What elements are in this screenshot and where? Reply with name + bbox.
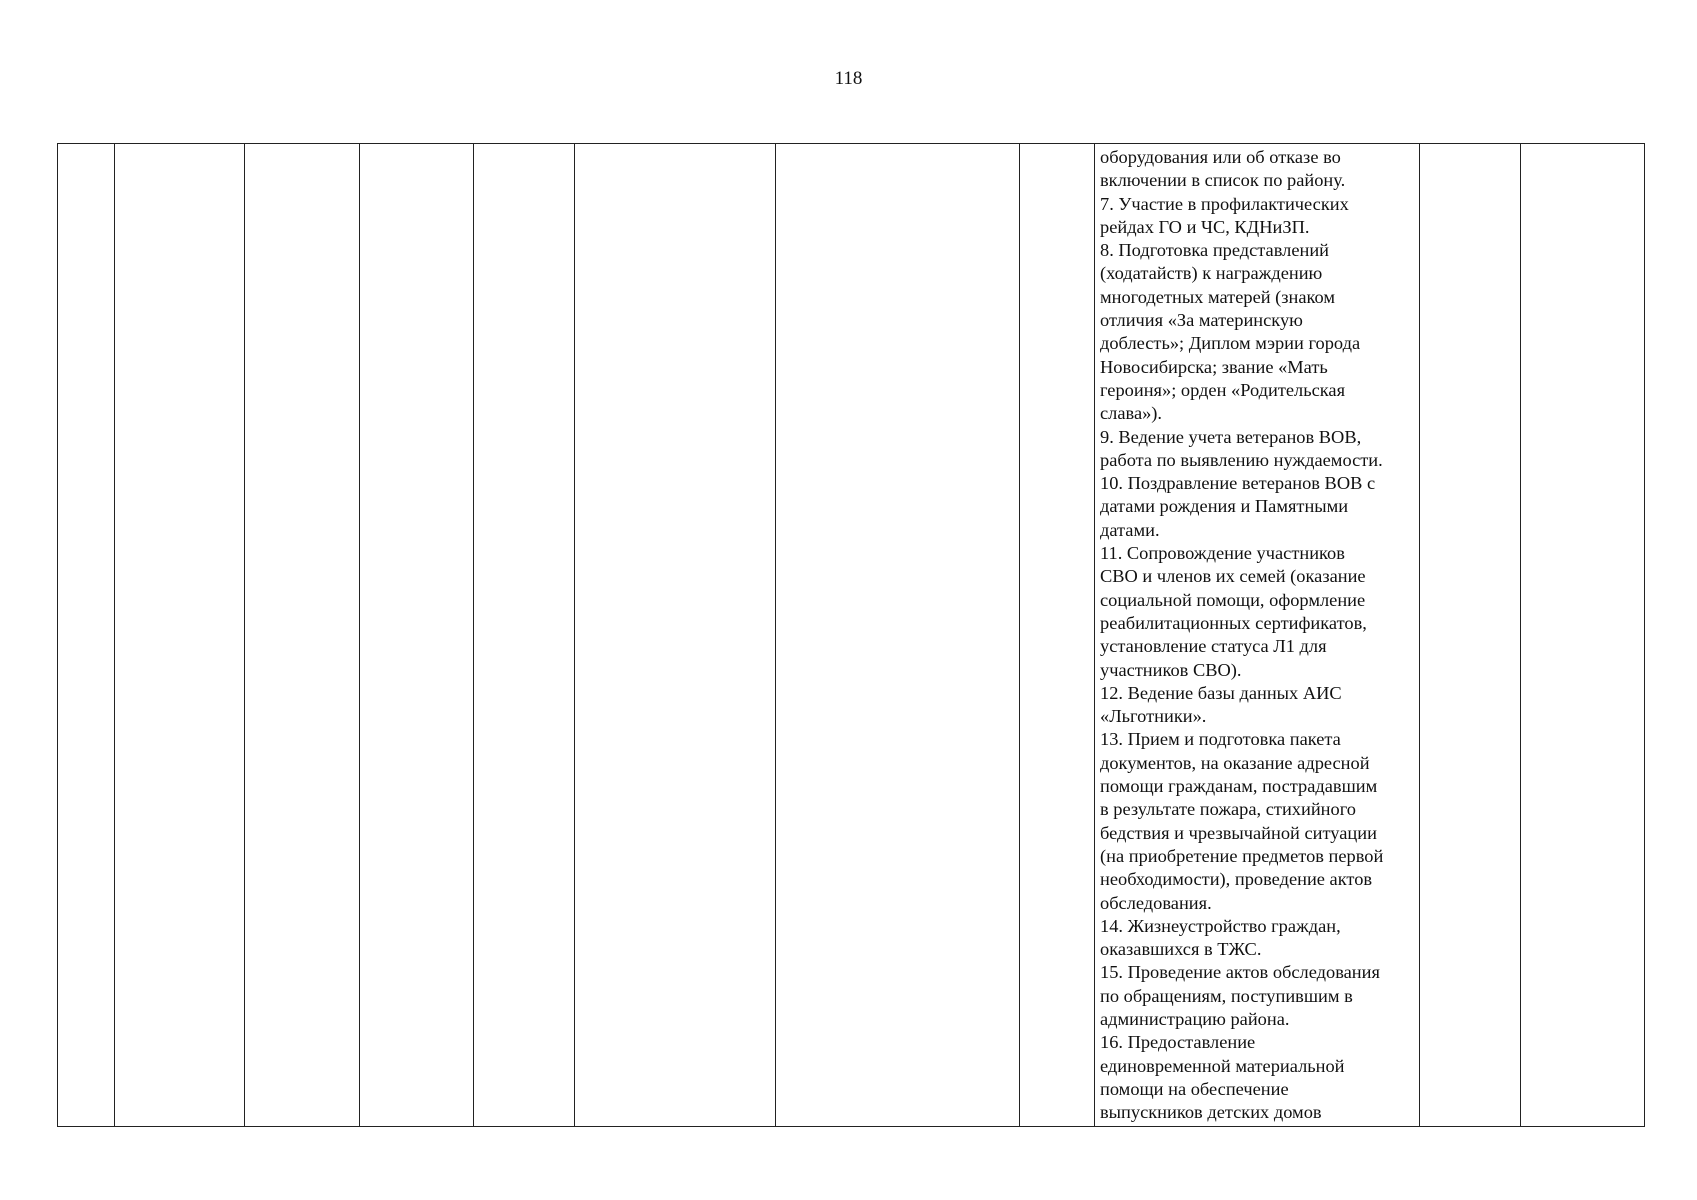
text-line: 7. Участие в профилактических [1100,193,1349,214]
text-line: оказавшихся в ТЖС. [1100,939,1262,960]
table-cell-4 [360,144,474,1127]
text-line: датами рождения и Памятными [1100,496,1349,517]
text-line: рейдах ГО и ЧС, КДНиЗП. [1100,216,1310,237]
text-line: датами. [1100,519,1160,540]
text-line: доблесть»; Диплом мэрии города [1100,333,1361,354]
text-line: героиня»; орден «Родительская [1100,379,1346,400]
text-line: «Льготники». [1100,706,1207,727]
text-line: выпускников детских домов [1100,1102,1322,1123]
table-cell-2 [115,144,245,1127]
text-line: обследования. [1100,892,1212,913]
table-cell-10 [1420,144,1521,1127]
table-cell-7 [776,144,1020,1127]
page-number: 118 [834,68,863,89]
text-line: (ходатайств) к награждению [1100,263,1323,284]
text-line: помощи гражданам, пострадавшим [1100,776,1378,797]
table-cell-6 [575,144,776,1127]
text-line: в результате пожара, стихийного [1100,799,1356,820]
text-line: оборудования или об отказе во [1100,147,1341,167]
document-table [57,143,1645,1127]
text-line: (на приобретение предметов первой [1100,845,1384,866]
text-line: 13. Прием и подготовка пакета [1100,729,1341,750]
text-line: по обращениям, поступившим в [1100,985,1353,1006]
text-line: 11. Сопровождение участников [1100,543,1345,564]
text-line: 8. Подготовка представлений [1100,240,1330,261]
text-line: работа по выявлению нуждаемости. [1100,449,1383,470]
table-cell-9 [1095,144,1420,1127]
table-row [58,144,1645,1127]
text-line: бедствия и чрезвычайной ситуации [1100,822,1377,843]
text-line: документов, на оказание адресной [1100,752,1370,773]
table-cell-8 [1020,144,1095,1127]
text-line: отличия «За материнскую [1100,310,1303,331]
text-line: 10. Поздравление ветеранов ВОВ с [1100,473,1376,494]
text-line: Новосибирска; звание «Мать [1100,356,1328,377]
activities-text [1095,144,1419,1124]
text-line: включении в список по району. [1100,170,1346,191]
text-line: реабилитационных сертификатов, [1100,612,1367,633]
text-line: 16. Предоставление [1100,1032,1256,1053]
text-line: администрацию района. [1100,1008,1290,1029]
text-line: помощи на обеспечение [1100,1078,1289,1099]
text-line: 12. Ведение базы данных АИС [1100,682,1342,703]
text-line: необходимости), проведение актов [1100,869,1373,890]
text-line: СВО и членов их семей (оказание [1100,566,1366,587]
table-cell-3 [245,144,360,1127]
table-cell-5 [474,144,575,1127]
text-line: единовременной материальной [1100,1055,1345,1076]
text-line: участников СВО). [1100,659,1242,680]
text-line: слава»). [1100,403,1163,424]
text-line: многодетных матерей (знаком [1100,286,1336,307]
table-cell-11 [1521,144,1645,1127]
table-cell-1 [58,144,115,1127]
text-line: 9. Ведение учета ветеранов ВОВ, [1100,426,1362,447]
text-line: социальной помощи, оформление [1100,589,1366,610]
text-line: 14. Жизнеустройство граждан, [1100,915,1341,936]
text-line: установление статуса Л1 для [1100,636,1327,657]
text-line: 15. Проведение актов обследования [1100,962,1380,983]
